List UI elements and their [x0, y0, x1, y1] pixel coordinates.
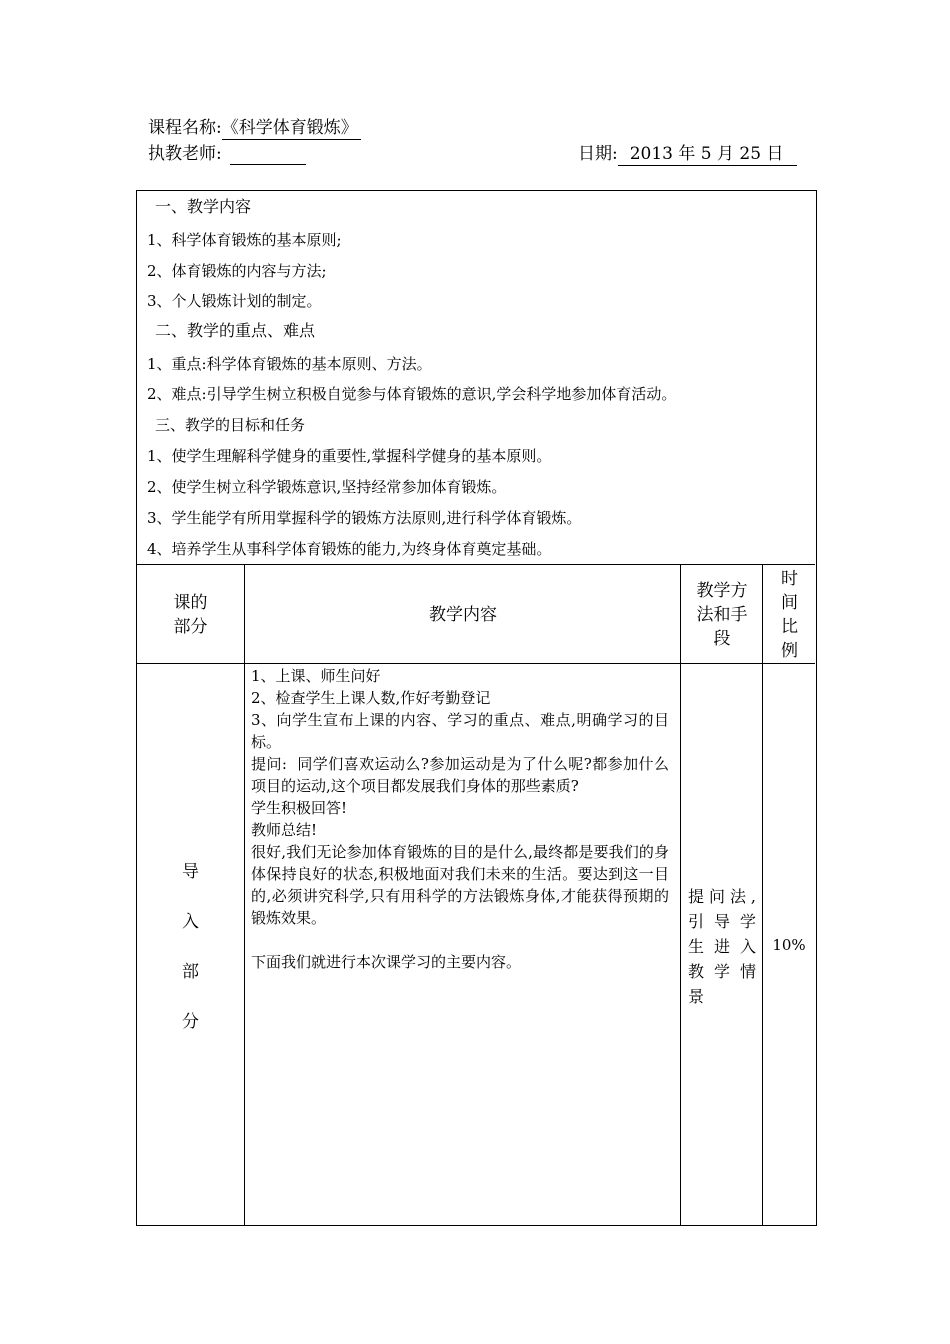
- header-cell-ratio: [764, 566, 815, 663]
- content-paragraph: 学生积极回答!: [251, 799, 348, 817]
- course-label: 课程名称:: [148, 118, 222, 138]
- intro-part-label: [137, 857, 244, 1057]
- method-header-line: 法和手: [696, 604, 748, 625]
- content-paragraph: 2、检查学生上课人数,作好考勤登记: [251, 689, 491, 707]
- method-line: 提问法,: [688, 887, 756, 906]
- objective-item: 3、学生能学有所用掌握科学的锻炼方法原则,进行科学体育锻炼。: [147, 509, 582, 527]
- method-line: 引导学: [688, 912, 756, 931]
- content-paragraph: 下面我们就进行本次课学习的主要内容。: [251, 953, 522, 971]
- column-divider: [244, 564, 245, 1225]
- objective-item: 1、科学体育锻炼的基本原则;: [147, 231, 342, 249]
- section-title: 二、教学的重点、难点: [155, 321, 316, 340]
- section-title: 一、教学内容: [155, 197, 252, 216]
- content-paragraph: 1、上课、师生问好: [251, 667, 381, 685]
- date-value: 2013 年 5 月 25 日: [618, 143, 798, 166]
- ratio-header-char: 时: [781, 568, 798, 589]
- content-paragraph: 教师总结!: [251, 821, 318, 839]
- course-name: 《科学体育锻炼》: [222, 117, 361, 140]
- content-paragraph: 很好,我们无论参加体育锻炼的目的是什么,最终都是要我们的身体保持良好的状态,积极地面对我们未来的生活。要达到这一目的,必须讲究科学,只有用科学的方法锻炼身体,才能获得预期的锻炼效果。: [251, 843, 669, 927]
- header-cell-method: [682, 566, 762, 663]
- objectives-block: [137, 191, 815, 565]
- course-name-line: [148, 117, 361, 140]
- lesson-plan-table: [136, 190, 817, 1226]
- intro-part-char: 导: [182, 862, 199, 882]
- objective-item: 2、体育锻炼的内容与方法;: [147, 262, 327, 280]
- part-header-line: 部分: [173, 616, 208, 637]
- content-paragraph: 提问: 同学们喜欢运动么?参加运动是为了什么呢?都参加什么项目的运动,这个项目都发展我们身体的那些素质?: [251, 755, 669, 795]
- header-cell-content: [246, 566, 680, 663]
- date-line: [578, 143, 797, 166]
- method-header-line: 段: [713, 628, 731, 649]
- teacher-label: 执教老师:: [148, 144, 222, 164]
- objective-item: 3、个人锻炼计划的制定。: [147, 292, 322, 310]
- objective-item: 2、使学生树立科学锻炼意识,坚持经常参加体育锻炼。: [147, 478, 507, 496]
- objective-item: 1、重点:科学体育锻炼的基本原则、方法。: [147, 355, 432, 373]
- ratio-header-char: 比: [781, 616, 798, 637]
- header-cell-part: [137, 566, 244, 663]
- intro-content: [251, 665, 669, 973]
- column-divider: [680, 564, 681, 1225]
- objective-item: 2、难点:引导学生树立积极自觉参与体育锻炼的意识,学会科学地参加体育活动。: [147, 385, 677, 403]
- intro-part-char: 部: [182, 962, 199, 982]
- teacher-name-blank: [230, 145, 306, 165]
- date-label: 日期:: [578, 144, 618, 164]
- content-paragraph: 3、向学生宣布上课的内容、学习的重点、难点,明确学习的目标。: [251, 711, 669, 751]
- ratio-header-char: 间: [781, 592, 798, 613]
- part-header-line: 课的: [173, 592, 208, 613]
- teacher-line: [148, 143, 306, 165]
- ratio-header-char: 例: [781, 640, 798, 661]
- section-title: 三、教学的目标和任务: [155, 416, 306, 434]
- column-divider: [762, 564, 763, 1225]
- method-line: 教学情: [688, 962, 756, 981]
- method-line: 景: [688, 987, 705, 1006]
- paragraph-gap: [251, 929, 669, 951]
- objective-item: 4、培养学生从事科学体育锻炼的能力,为终身体育奠定基础。: [147, 540, 552, 558]
- intro-method: [688, 884, 756, 1009]
- objective-item: 1、使学生理解科学健身的重要性,掌握科学健身的基本原则。: [147, 447, 552, 465]
- row-divider: [137, 564, 815, 565]
- method-line: 生进入: [688, 937, 756, 956]
- intro-part-char: 分: [182, 1012, 199, 1032]
- method-header-line: 教学方: [696, 580, 748, 601]
- row-divider: [137, 663, 815, 664]
- intro-ratio: 10%: [772, 936, 806, 954]
- content-header: 教学内容: [429, 604, 497, 625]
- intro-part-char: 入: [182, 912, 199, 932]
